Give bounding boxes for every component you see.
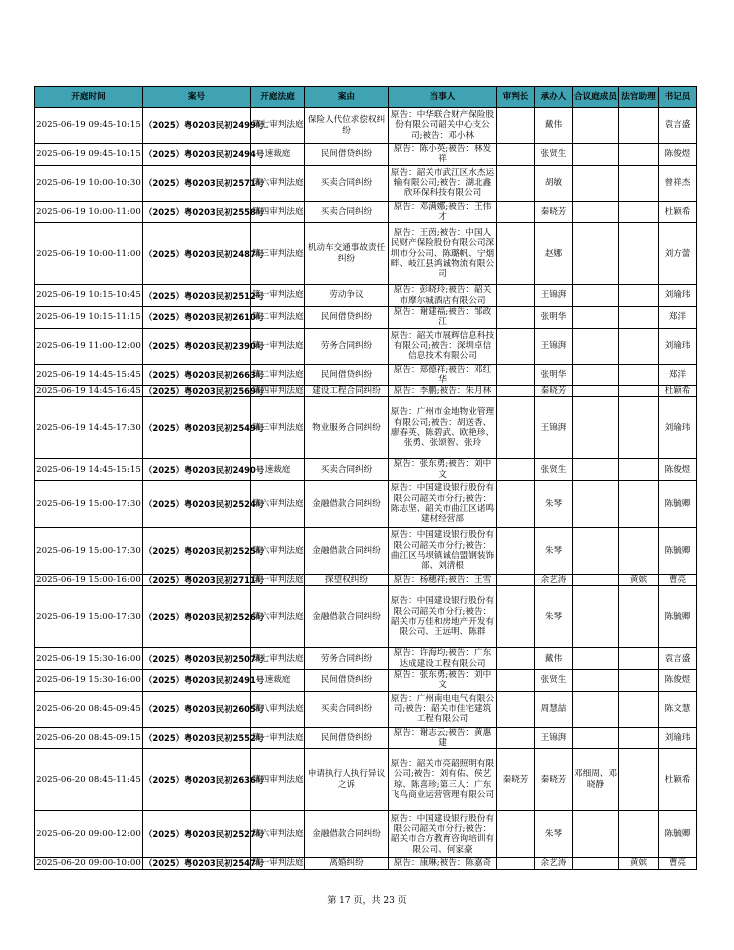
presiding-judge-cell [497,306,535,328]
presiding-judge-cell [497,386,535,397]
parties-cell: 原告：中国建设银行股份有限公司韶关市分行;被告：韶关市合方教育咨询培训有限公司、何家豪 [389,811,497,858]
panel-members-cell [573,108,619,144]
case-number-cell: （2025）粤0203民初2552号 [143,727,251,749]
courtroom-cell: 第四审判法庭 [251,201,305,223]
handler-cell: 余艺涛 [535,575,573,586]
presiding-judge-cell [497,223,535,285]
judge-assistant-cell [619,364,659,386]
handler-cell: 张贤生 [535,144,573,166]
case-number-cell: （2025）粤0203民初2569号 [144,386,265,397]
clerk-cell: 刘瑜玮 [659,397,697,459]
case-number-cell: （2025）粤0203民初2512号 [143,285,251,307]
presiding-judge-cell [497,811,535,858]
judge-assistant-cell [619,397,659,459]
table-row [35,223,697,285]
cause-cell: 保险人代位求偿权纠纷 [305,108,389,144]
judge-assistant-cell [619,328,659,364]
hearing-time-cell: 2025-06-19 11:00-12:00 [35,328,143,364]
parties-cell: 原告：广州市金地物业管理有限公司;被告：胡送香、廖春英、陈碧武、欧艳珍、张勇、张颂智、张玲 [389,397,497,459]
header-presiding-judge: 审判长 [497,87,535,108]
handler-cell: 王锦湃 [535,397,573,459]
header-judge-assistant: 法官助理 [619,87,659,108]
table-row [35,306,697,328]
panel-members-cell [573,586,619,648]
panel-members-cell [573,459,619,481]
handler-cell: 朱琴 [535,528,573,575]
cause-cell: 金融借款合同纠纷 [305,586,389,648]
clerk-cell: 陈俊煜 [659,144,697,166]
case-number-cell: （2025）粤0203民初2610号 [143,306,251,328]
panel-members-cell [573,285,619,307]
table-row [35,285,697,307]
cause-cell: 民间借贷纠纷 [305,364,389,386]
panel-members-cell [573,165,619,201]
panel-members-cell [573,528,619,575]
presiding-judge-cell [497,586,535,648]
presiding-judge-cell [497,528,535,575]
header-clerk: 书记员 [659,87,697,108]
courtroom-cell: 第四审判法庭 [251,749,305,811]
parties-cell: 原告：李鹏;被告：朱月林 [389,386,497,397]
clerk-cell: 陈毓卿 [659,811,697,858]
courtroom-cell: 第一审判法庭 [251,328,305,364]
cause-cell: 建设工程合同纠纷 [305,386,389,397]
clerk-cell: 袁言盛 [659,648,697,670]
table-row [35,397,697,459]
presiding-judge-cell [497,144,535,166]
courtroom-cell: 第六审判法庭 [251,165,305,201]
handler-cell: 张贤生 [535,459,573,481]
judge-assistant-cell: 黄嫔 [619,575,659,586]
judge-assistant-cell: 黄嫔 [619,858,659,869]
cause-cell: 民间借贷纠纷 [305,144,389,166]
panel-members-cell [573,575,619,586]
parties-cell: 原告：谢志云;被告：黄惠建 [389,727,497,749]
table-row [35,858,697,869]
panel-members-cell [573,691,619,727]
courtroom-cell: 速裁庭 [251,144,305,166]
clerk-cell: 陈俊煜 [659,459,697,481]
hearing-schedule-table [34,86,697,870]
handler-cell: 王锦湃 [535,328,573,364]
parties-cell: 原告：康琳;被告：陈嘉奇 [389,858,497,869]
judge-assistant-cell [619,108,659,144]
courtroom-cell: 第四审判法庭 [252,386,304,397]
courtroom-cell: 第一审判法庭 [251,727,305,749]
clerk-cell: 曹亮 [659,858,697,869]
judge-assistant-cell [619,670,659,692]
cause-cell: 买卖合同纠纷 [305,201,389,223]
parties-cell: 原告：彭晓玲;被告：韶关市摩尔城酒店有限公司 [389,285,497,307]
cause-cell: 民间借贷纠纷 [305,670,389,692]
case-number-cell: （2025）粤0203民初2487号 [143,223,251,285]
courtroom-cell: 第二审判法庭 [251,306,305,328]
parties-cell: 原告：中华联合财产保险股份有限公司韶关中心支公司;被告：邓小林 [389,108,497,144]
courtroom-cell: 第六审判法庭 [251,811,305,858]
courtroom-cell: 第三审判法庭 [251,223,305,285]
judge-assistant-cell [619,691,659,727]
parties-cell: 原告：陈小英;被告：林发祥 [389,144,497,166]
table-row [35,528,697,575]
judge-assistant-cell [619,459,659,481]
handler-cell: 张明华 [535,306,573,328]
presiding-judge-cell [497,575,535,586]
courtroom-cell: 第八审判法庭 [251,691,305,727]
table-row [35,670,697,692]
handler-cell: 王锦湃 [535,285,573,307]
table-row [35,201,697,223]
handler-cell: 朱琴 [535,481,573,528]
judge-assistant-cell [619,727,659,749]
table-header-row [35,87,697,108]
presiding-judge-cell [497,285,535,307]
cause-cell: 民间借贷纠纷 [305,727,389,749]
judge-assistant-cell [619,481,659,528]
header-parties: 当事人 [389,87,497,108]
clerk-cell: 郑洋 [659,364,697,386]
hearing-time-cell: 2025-06-19 09:45-10:15 [35,108,143,144]
hearing-time-cell: 2025-06-19 14:45-17:30 [35,397,143,459]
case-number-cell: （2025）粤0203民初2571号 [143,165,251,201]
cause-cell: 金融借款合同纠纷 [305,481,389,528]
cause-cell: 机动车交通事故责任纠纷 [305,223,389,285]
presiding-judge-cell [497,727,535,749]
panel-members-cell [573,328,619,364]
cause-cell: 劳务合同纠纷 [305,328,389,364]
judge-assistant-cell [619,586,659,648]
hearing-time-cell: 2025-06-19 10:00-11:00 [35,223,143,285]
case-number-cell: （2025）粤0203民初2711号 [144,575,265,586]
table-row [35,328,697,364]
courtroom-cell: 第七审判法庭 [251,108,305,144]
handler-cell: 秦晓芳 [535,201,573,223]
presiding-judge-cell [497,481,535,528]
clerk-cell: 陈毓卿 [659,586,697,648]
clerk-cell: 陈俊煜 [659,670,697,692]
case-number-cell: （2025）粤0203民初2524号 [143,481,251,528]
table-row [35,575,697,586]
courtroom-cell: 第二审判法庭 [251,364,305,386]
handler-cell: 王锦湃 [535,727,573,749]
header-case-number: 案号 [143,87,251,108]
case-number-cell: （2025）粤0203民初2663号 [143,364,251,386]
judge-assistant-cell [619,648,659,670]
courtroom-cell: 第一审判法庭 [252,575,304,586]
judge-assistant-cell [619,201,659,223]
handler-cell: 戴伟 [535,648,573,670]
table-row [35,364,697,386]
judge-assistant-cell [619,811,659,858]
handler-cell: 朱琴 [535,811,573,858]
presiding-judge-cell [497,459,535,481]
parties-cell: 原告：王茵;被告：中国人民财产保险股份有限公司深圳市分公司、陈璐帆、宁烟畔、岐江县鸿诚物流有限公司 [389,223,497,285]
presiding-judge-cell [497,691,535,727]
handler-cell: 朱琴 [535,586,573,648]
panel-members-cell [573,386,619,397]
case-number-cell: （2025）粤0203民初2499号 [143,108,251,144]
clerk-cell: 曹亮 [659,575,697,586]
table-row [35,811,697,858]
presiding-judge-cell [497,648,535,670]
cause-cell: 劳务合同纠纷 [305,648,389,670]
case-number-cell: （2025）粤0203民初2527号 [143,811,251,858]
table-row [35,144,697,166]
handler-cell: 余艺涛 [535,858,573,869]
judge-assistant-cell [619,165,659,201]
case-number-cell: （2025）粤0203民初2494号 [143,144,251,166]
hearing-time-cell: 2025-06-19 09:45-10:15 [35,144,143,166]
hearing-time-cell: 2025-06-19 14:45-16:45 [36,386,141,397]
hearing-time-cell: 2025-06-19 15:30-16:00 [35,670,143,692]
clerk-cell: 杜颖希 [659,749,697,811]
hearing-time-cell: 2025-06-19 10:00-10:30 [35,165,143,201]
judge-assistant-cell [619,749,659,811]
case-number-cell: （2025）粤0203民初2549号 [143,397,251,459]
hearing-time-cell: 2025-06-19 10:00-11:00 [35,201,143,223]
courtroom-cell: 第六审判法庭 [251,586,305,648]
panel-members-cell [573,201,619,223]
page-footer: 第 17 页，共 23 页 [327,896,407,906]
judge-assistant-cell [619,306,659,328]
panel-members-cell: 邓细周、邓晓静 [573,749,619,811]
judge-assistant-cell [619,285,659,307]
clerk-cell: 郑洋 [659,306,697,328]
header-cause: 案由 [305,87,389,108]
cause-cell: 买卖合同纠纷 [305,459,389,481]
case-number-cell: （2025）粤0203民初2558号 [143,201,251,223]
handler-cell: 戴伟 [535,108,573,144]
judge-assistant-cell [619,528,659,575]
hearing-time-cell: 2025-06-20 08:45-11:45 [35,749,143,811]
presiding-judge-cell [497,165,535,201]
panel-members-cell [573,223,619,285]
header-panel-members: 合议庭成员 [573,87,619,108]
case-number-cell: （2025）粤0203民初2636号 [143,749,251,811]
panel-members-cell [573,481,619,528]
hearing-time-cell: 2025-06-19 15:00-17:30 [35,528,143,575]
panel-members-cell [573,811,619,858]
courtroom-cell: 第一审判法庭 [251,285,305,307]
courtroom-cell: 第六审判法庭 [251,481,305,528]
hearing-time-cell: 2025-06-19 10:15-10:45 [35,285,143,307]
clerk-cell: 杜颖希 [659,201,697,223]
presiding-judge-cell [497,397,535,459]
presiding-judge-cell [497,364,535,386]
header-handler: 承办人 [535,87,573,108]
hearing-time-cell: 2025-06-20 09:00-12:00 [35,811,143,858]
parties-cell: 原告：韶关市展辉信息科技有限公司;被告：深圳卓信信息技术有限公司 [389,328,497,364]
cause-cell: 物业服务合同纠纷 [305,397,389,459]
presiding-judge-cell [497,108,535,144]
case-number-cell: （2025）粤0203民初2526号 [143,586,251,648]
table-row [35,481,697,528]
hearing-time-cell: 2025-06-19 15:00-17:30 [35,586,143,648]
hearing-time-cell: 2025-06-19 14:45-15:15 [35,459,143,481]
table-row [35,691,697,727]
handler-cell: 张明华 [535,364,573,386]
case-number-cell: （2025）粤0203民初2547号 [144,858,265,869]
cause-cell: 买卖合同纠纷 [305,165,389,201]
presiding-judge-cell [497,858,535,869]
case-number-cell: （2025）粤0203民初2490号 [143,459,251,481]
handler-cell: 周慧喆 [535,691,573,727]
table-row [35,586,697,648]
clerk-cell: 刘方蕾 [659,223,697,285]
panel-members-cell [573,727,619,749]
courtroom-cell: 速裁庭 [251,459,305,481]
handler-cell: 秦晓芳 [535,749,573,811]
header-courtroom: 开庭法庭 [251,87,305,108]
presiding-judge-cell [497,201,535,223]
hearing-time-cell: 2025-06-19 15:30-16:00 [35,648,143,670]
parties-cell: 原告：郑德祥;被告：邓红华 [389,364,497,386]
parties-cell: 原告：中国建设银行股份有限公司韶关市分行;被告：曲江区马坝镇诚信盟钢装饰部、刘清根 [389,528,497,575]
clerk-cell: 陈毓卿 [659,528,697,575]
case-number-cell: （2025）粤0203民初2525号 [143,528,251,575]
hearing-time-cell: 2025-06-19 15:00-16:00 [36,575,141,586]
panel-members-cell [573,364,619,386]
parties-cell: 原告：张东勇;被告：刘中文 [389,459,497,481]
hearing-time-cell: 2025-06-19 14:45-15:45 [35,364,143,386]
clerk-cell: 曾祥杰 [659,165,697,201]
hearing-time-cell: 2025-06-20 08:45-09:45 [35,691,143,727]
courtroom-cell: 第六审判法庭 [251,528,305,575]
panel-members-cell [573,397,619,459]
clerk-cell: 刘瑜玮 [659,285,697,307]
cause-cell: 离婚纠纷 [305,858,389,869]
handler-cell: 赵娜 [535,223,573,285]
table-row [35,108,697,144]
presiding-judge-cell [497,670,535,692]
handler-cell: 张贤生 [535,670,573,692]
panel-members-cell [573,670,619,692]
hearing-time-cell: 2025-06-20 09:00-10:00 [36,858,141,869]
handler-cell: 胡敏 [535,165,573,201]
panel-members-cell [573,306,619,328]
cause-cell: 民间借贷纠纷 [305,306,389,328]
courtroom-cell: 第三审判法庭 [251,397,305,459]
parties-cell: 原告：杨穗祥;被告：王雪 [389,575,497,586]
table-row [35,386,697,397]
cause-cell: 劳动争议 [305,285,389,307]
case-number-cell: （2025）粤0203民初2390号 [143,328,251,364]
hearing-time-cell: 2025-06-20 08:45-09:15 [35,727,143,749]
case-number-cell: （2025）粤0203民初2491号 [143,670,251,692]
judge-assistant-cell [619,144,659,166]
courtroom-cell: 速裁庭 [251,670,305,692]
parties-cell: 原告：张东勇;被告：刘中文 [389,670,497,692]
parties-cell: 原告：中国建设银行股份有限公司韶关市分行;被告：陈志坚、韶关市曲江区诺鸣建材经营部 [389,481,497,528]
cause-cell: 申请执行人执行异议之诉 [305,749,389,811]
handler-cell: 秦晓芳 [535,386,573,397]
cause-cell: 买卖合同纠纷 [305,691,389,727]
courtroom-cell: 第七审判法庭 [251,648,305,670]
case-number-cell: （2025）粤0203民初2507号 [143,648,251,670]
parties-cell: 原告：韶关市武江区水杰运输有限公司;被告：湖北鑫欣环保科技有限公司 [389,165,497,201]
cause-cell: 金融借款合同纠纷 [305,528,389,575]
clerk-cell: 袁言盛 [659,108,697,144]
courtroom-cell: 第一审判法庭 [252,858,304,869]
clerk-cell: 陈毓卿 [659,481,697,528]
presiding-judge-cell: 秦晓芳 [497,749,535,811]
panel-members-cell [573,144,619,166]
judge-assistant-cell [619,223,659,285]
parties-cell: 原告：中国建设银行股份有限公司韶关市分行;被告：韶关市万佳和房地产开发有限公司、王远明、陈群 [389,586,497,648]
cause-cell: 探望权纠纷 [305,575,389,586]
table-row [35,727,697,749]
table-row [35,459,697,481]
table-row [35,648,697,670]
judge-assistant-cell [619,386,659,397]
presiding-judge-cell [497,328,535,364]
table-row [35,749,697,811]
parties-cell: 原告：韶关市亮韶照明有限公司;被告：刘有佑、侯艺琼、陈喜珍;第三人：广东飞鸟商业运营管理有限公司 [389,749,497,811]
clerk-cell: 刘瑜玮 [659,328,697,364]
hearing-time-cell: 2025-06-19 15:00-17:30 [35,481,143,528]
cause-cell: 金融借款合同纠纷 [305,811,389,858]
clerk-cell: 刘瑜玮 [659,727,697,749]
clerk-cell: 陈文慧 [659,691,697,727]
parties-cell: 原告：谢建福;被告：邹政江 [389,306,497,328]
parties-cell: 原告：广州南电电气有限公司;被告：韶关市佳宅建筑工程有限公司 [389,691,497,727]
panel-members-cell [573,858,619,869]
parties-cell: 原告：邓满娜;被告：王伟才 [389,201,497,223]
header-hearing-time: 开庭时间 [35,87,143,108]
case-number-cell: （2025）粤0203民初2605号 [143,691,251,727]
table-row [35,165,697,201]
panel-members-cell [573,648,619,670]
clerk-cell: 杜颖希 [659,386,697,397]
parties-cell: 原告：许海均;被告：广东达成建设工程有限公司 [389,648,497,670]
hearing-time-cell: 2025-06-19 10:15-11:15 [35,306,143,328]
